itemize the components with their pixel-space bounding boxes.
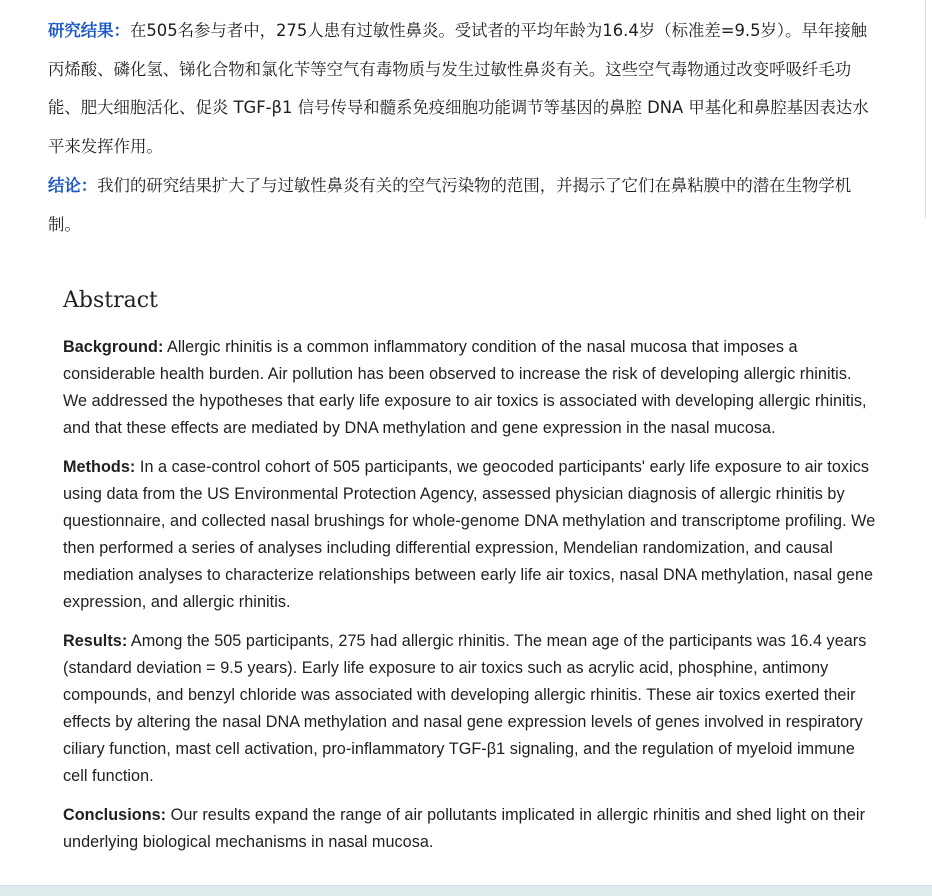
- cn-results-text: 在505名参与者中，275人患有过敏性鼻炎。受试者的平均年龄为16.4岁（标准差=9.5岁）。早年接触丙烯酸、磷化氢、锑化合物和氯化苄等空气有毒物质与发生过敏性鼻炎有关。这些空气毒物通过改变呼吸纤毛功能、肥大细胞活化、促炎 TGF-β1 信号传导和髓系免疫细胞功能调节等基因的鼻腔 DNA 甲基化和鼻腔基因表达水平来发挥作用。: [48, 21, 869, 157]
- background-label: Background:: [63, 338, 164, 356]
- methods-text: In a case-control cohort of 505 participants, we geocoded participants' early life exposure to air toxics using data from the US Environmental Protection Agency, assessed physician diagnosis of allergic rhinitis by questionnaire, and collected nasal brushings for whole-genome DNA methylation and transcriptome profiling. We then performed a series of analyses including differential expression, Mendelian randomization, and causal mediation analyses to characterize relationships between early life air toxics, nasal DNA methylation, nasal gene expression, and allergic rhinitis.: [63, 458, 876, 611]
- cn-conclusion-label: 结论：: [48, 175, 98, 195]
- conclusions-paragraph: [63, 802, 878, 856]
- results-text: Among the 505 participants, 275 had allergic rhinitis. The mean age of the participants was 16.4 years (standard deviation = 9.5 years). Early life exposure to air toxics such as acrylic acid, phosphine, antimony compounds, and benzyl chloride was associated with developing allergic rhinitis. These air toxics exerted their effects by altering the nasal DNA methylation and nasal gene expression levels of genes involved in respiratory ciliary function, mast cell activation, pro-inflammatory TGF-β1 signaling, and the regulation of myeloid immune cell function.: [63, 632, 867, 785]
- results-label: Results:: [63, 632, 128, 650]
- bottom-bar: [0, 885, 932, 896]
- abstract-heading: Abstract: [63, 288, 158, 313]
- cn-results-label: 研究结果：: [48, 21, 130, 40]
- cn-results-paragraph: [48, 12, 880, 167]
- chinese-summary: [48, 12, 880, 244]
- scrollbar-track[interactable]: [925, 0, 932, 218]
- cn-conclusion-text: 我们的研究结果扩大了与过敏性鼻炎有关的空气污染物的范围，并揭示了它们在鼻粘膜中的潜在生物学机制。: [48, 175, 852, 234]
- conclusions-label: Conclusions:: [63, 806, 167, 824]
- methods-paragraph: [63, 454, 878, 616]
- methods-label: Methods:: [63, 458, 136, 476]
- results-paragraph: [63, 628, 878, 790]
- background-paragraph: [63, 334, 878, 442]
- background-text: Allergic rhinitis is a common inflammatory condition of the nasal mucosa that imposes a considerable health burden. Air pollution has been observed to increase the risk of developing allergic rhinitis. We addressed the hypotheses that early life exposure to air toxics is associated with developing allergic rhinitis, and that these effects are mediated by DNA methylation and gene expression in the nasal mucosa.: [63, 338, 867, 437]
- abstract-section: [63, 282, 878, 868]
- cn-conclusion-paragraph: [48, 167, 880, 244]
- conclusions-text: Our results expand the range of air pollutants implicated in allergic rhinitis and shed light on their underlying biological mechanisms in nasal mucosa.: [63, 806, 866, 851]
